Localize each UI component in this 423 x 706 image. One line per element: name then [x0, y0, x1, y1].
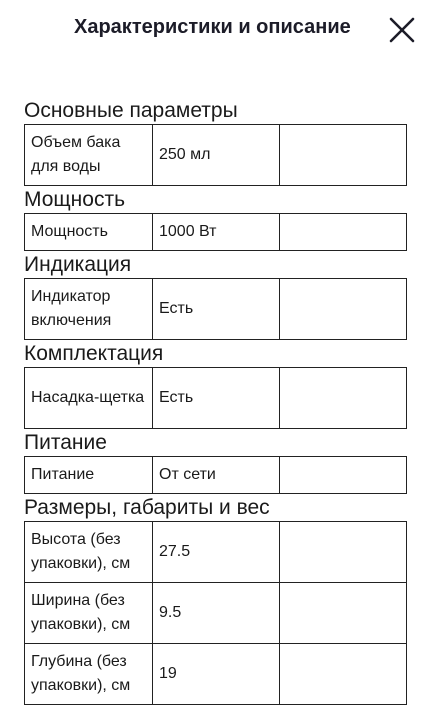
spec-label: Мощность	[25, 214, 153, 251]
spec-extra	[280, 583, 407, 644]
spec-label: Питание	[25, 457, 153, 494]
spec-table-dimensions	[24, 521, 407, 705]
table-row	[25, 125, 407, 186]
table-row	[25, 279, 407, 340]
close-button[interactable]	[386, 14, 418, 46]
page-title: Характеристики и описание	[74, 16, 351, 38]
spec-extra	[280, 644, 407, 705]
section-title-kit: Комплектация	[24, 342, 164, 365]
table-row	[25, 644, 407, 705]
spec-label: Объем бака для воды	[25, 125, 153, 186]
spec-extra	[280, 279, 407, 340]
spec-table-supply	[24, 456, 407, 494]
spec-value: 27.5	[153, 522, 280, 583]
spec-label: Индикатор включения	[25, 279, 153, 340]
spec-table-indication	[24, 278, 407, 340]
spec-value: Есть	[153, 279, 280, 340]
specs-content	[24, 98, 408, 706]
spec-extra	[280, 522, 407, 583]
spec-table-kit	[24, 367, 407, 429]
section-title-dimensions: Размеры, габариты и вес	[24, 496, 270, 519]
section-title-supply: Питание	[24, 431, 107, 454]
spec-value: От сети	[153, 457, 280, 494]
spec-extra	[280, 457, 407, 494]
spec-extra	[280, 125, 407, 186]
modal-header	[0, 0, 423, 60]
spec-extra	[280, 214, 407, 251]
section-title-main-params: Основные параметры	[24, 99, 238, 122]
spec-label: Высота (без упаковки), см	[25, 522, 153, 583]
spec-table-main-params	[24, 124, 407, 186]
table-row	[25, 522, 407, 583]
table-row	[25, 214, 407, 251]
spec-label: Ширина (без упаковки), см	[25, 583, 153, 644]
spec-value: 9.5	[153, 583, 280, 644]
spec-label: Глубина (без упаковки), см	[25, 644, 153, 705]
spec-label: Насадка-щетка	[25, 368, 153, 429]
section-title-indication: Индикация	[24, 253, 132, 276]
table-row	[25, 583, 407, 644]
spec-value: 19	[153, 644, 280, 705]
table-row	[25, 368, 407, 429]
spec-table-power	[24, 213, 407, 251]
spec-extra	[280, 368, 407, 429]
spec-value: 1000 Вт	[153, 214, 280, 251]
table-row	[25, 457, 407, 494]
spec-value: 250 мл	[153, 125, 280, 186]
section-title-power: Мощность	[24, 188, 126, 211]
close-icon	[386, 14, 418, 46]
spec-value: Есть	[153, 368, 280, 429]
